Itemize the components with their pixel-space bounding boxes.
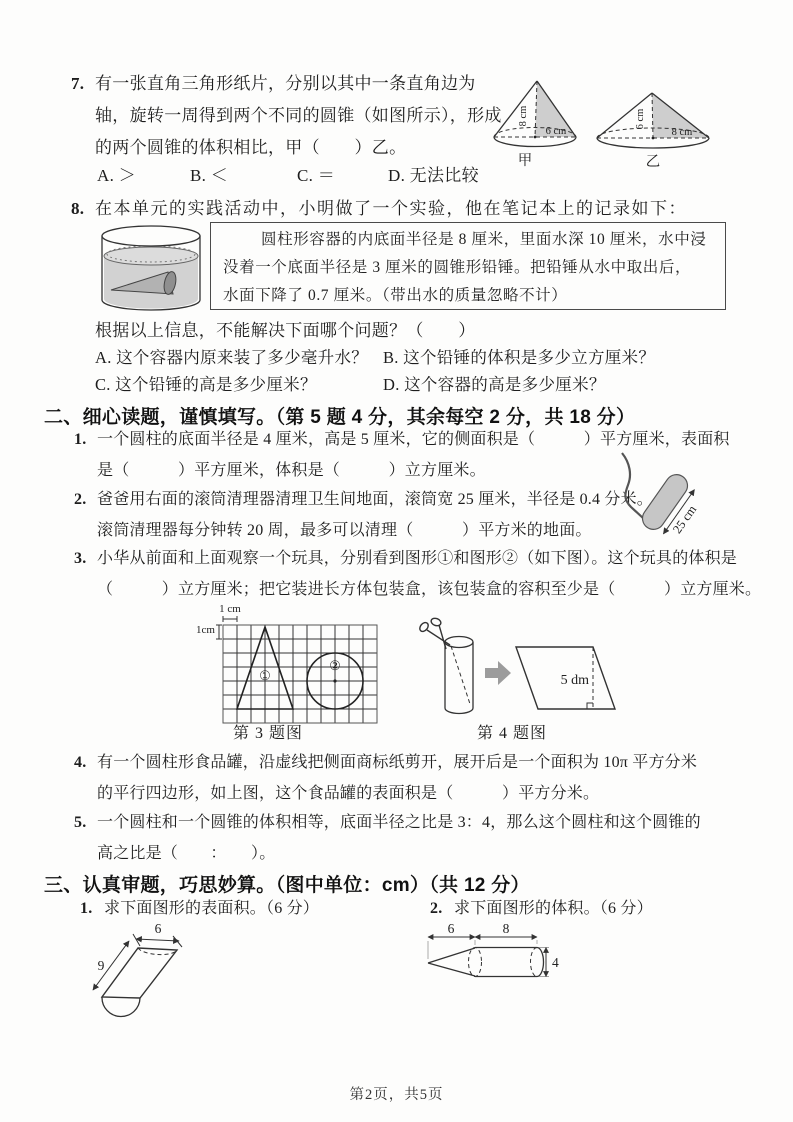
grid-unit-left-label: 1cm xyxy=(196,624,215,636)
q8-question: 根据以上信息，不能解决下面哪个问题？（ ） xyxy=(95,321,476,340)
q7-option-b: B. ＜ xyxy=(190,166,229,185)
s2-i2-line-2: 滚筒清理器每分钟转 20 周，最多可以清理（ ）平方米的地面。 xyxy=(97,522,592,539)
pencil-diameter-label: 4 xyxy=(552,955,559,970)
roller-width-label: 25 cm xyxy=(669,502,700,537)
note-line-2: 没着一个底面半径是 3 厘米的圆锥形铅锤。把铅锤从水中取出后， xyxy=(223,259,692,276)
s3-i1-number: 1. xyxy=(80,900,93,917)
q7-line-1: 有一张直角三角形纸片，分别以其中一条直角边为 xyxy=(95,74,476,93)
q7-option-c: C. ＝ xyxy=(297,166,336,185)
q7-number: 7. xyxy=(71,74,85,93)
cone-jia-height-label: 8 cm xyxy=(518,105,529,127)
s2-i3-line-1: 小华从前面和上面观察一个玩具，分别看到图形①和图形②（如下图）。这个玩具的体积是 xyxy=(97,550,738,567)
roller-figure xyxy=(608,445,728,560)
s3-i1-text: 求下面图形的表面积。（6 分） xyxy=(104,900,320,917)
water-container-figure xyxy=(95,224,207,316)
arrow-right-icon xyxy=(485,661,511,685)
grid-figure xyxy=(175,600,390,730)
s2-i4-line-2: 的平行四边形，如上图，这个食品罐的表面积是（ ）平方分米。 xyxy=(97,785,600,802)
q7-option-d: D. 无法比较 xyxy=(388,166,479,185)
s2-i3-number: 3. xyxy=(74,550,87,567)
q7-option-a: A. ＞ xyxy=(97,166,136,185)
cone-yi xyxy=(597,93,709,170)
s2-i5-number: 5. xyxy=(74,814,87,831)
half-cylinder-length-label: 9 xyxy=(97,958,105,973)
roller-handle xyxy=(622,453,643,518)
q7-line-3: 的两个圆锥的体积相比，甲（ ）乙。 xyxy=(95,138,407,157)
s3-i2-number: 2. xyxy=(430,900,443,917)
s2-i3-line-2: （ ）立方厘米；把它装进长方体包装盒，该包装盒的容积至少是（ ）立方厘米。 xyxy=(97,581,762,598)
figure-3-caption: 第 3 题图 xyxy=(232,725,303,742)
half-cylinder-figure xyxy=(65,922,200,1040)
grid-unit-top-label: 1 cm xyxy=(219,603,241,615)
s2-i1-line-1: 一个圆柱的底面半径是 4 厘米，高是 5 厘米，它的侧面积是（ ）平方厘米，表面积 xyxy=(97,431,730,448)
s2-i5-line-2: 高之比是（ ： ）。 xyxy=(97,845,276,862)
q8-number: 8. xyxy=(71,199,85,218)
q8-intro: 在本单元的实践活动中，小明做了一个实验，他在笔记本上的记录如下： xyxy=(95,199,687,218)
s2-i1-line-2: 是（ ）平方厘米，体积是（ ）立方厘米。 xyxy=(97,462,486,479)
s2-i4-line-1: 有一个圆柱形食品罐，沿虚线把侧面商标纸剪开，展开后是一个面积为 10π 平方分米 xyxy=(97,754,698,771)
figure-4-caption: 第 4 题图 xyxy=(476,725,547,742)
cone-yi-radius-label: 8 cm xyxy=(671,127,693,138)
page-footer: 第2页，共5页 xyxy=(349,1087,444,1103)
q8-option-b: B. 这个铅锤的体积是多少立方厘米？ xyxy=(383,348,656,367)
cone-jia-radius-label: 6 cm xyxy=(545,126,567,137)
triangle-number-label: ① xyxy=(259,668,271,683)
pencil-figure xyxy=(413,921,583,995)
cones-figure xyxy=(485,76,785,173)
parallelogram-shape xyxy=(516,647,615,709)
label-cylinder xyxy=(445,637,473,714)
pencil-body-length-label: 8 xyxy=(502,921,510,936)
s2-i2-line-1: 爸爸用右面的滚筒清理器清理卫生间地面，滚筒宽 25 厘米，半径是 0.4 分米。 xyxy=(97,491,654,508)
cone-yi-height-label: 6 cm xyxy=(635,108,646,130)
section-2-header: 二、细心读题，谨慎填写。（第 5 题 4 分，其余每空 2 分，共 18 分） xyxy=(44,407,636,428)
s2-i5-line-1: 一个圆柱和一个圆锥的体积相等，底面半径之比是 3：4，那么这个圆柱和这个圆锥的 xyxy=(97,814,701,831)
section-3-header: 三、认真审题，巧思妙算。（图中单位：cm）（共 12 分） xyxy=(44,875,530,896)
circle-number-label: ② xyxy=(329,658,341,673)
note-line-3: 水面下降了 0.7 厘米。（带出水的质量忽略不计） xyxy=(223,287,568,304)
notebook-record-box xyxy=(210,222,726,310)
s3-i2-text: 求下面图形的体积。（6 分） xyxy=(454,900,653,917)
q7-line-2: 轴，旋转一周得到两个不同的圆锥（如图所示），形成 xyxy=(95,106,502,125)
q8-option-d: D. 这个容器的高是多少厘米？ xyxy=(383,375,606,394)
cylinder-cut-figure xyxy=(405,615,660,725)
s2-i2-number: 2. xyxy=(74,491,87,508)
half-cylinder-width-label: 6 xyxy=(154,921,162,936)
cone-yi-label: 乙 xyxy=(645,154,661,170)
s2-i1-number: 1. xyxy=(74,431,87,448)
note-line-1: 圆柱形容器的内底面半径是 8 厘米，里面水深 10 厘米，水中浸 xyxy=(261,231,707,248)
s2-i4-number: 4. xyxy=(74,754,87,771)
parallelogram-height-label: 5 dm xyxy=(560,673,589,688)
cone-jia xyxy=(494,81,576,169)
q8-option-a: A. 这个容器内原来装了多少毫升水？ xyxy=(95,348,369,367)
pencil-cone-length-label: 6 xyxy=(447,921,455,936)
cone-jia-label: 甲 xyxy=(517,153,533,169)
q8-option-c: C. 这个铅锤的高是多少厘米？ xyxy=(95,375,317,394)
